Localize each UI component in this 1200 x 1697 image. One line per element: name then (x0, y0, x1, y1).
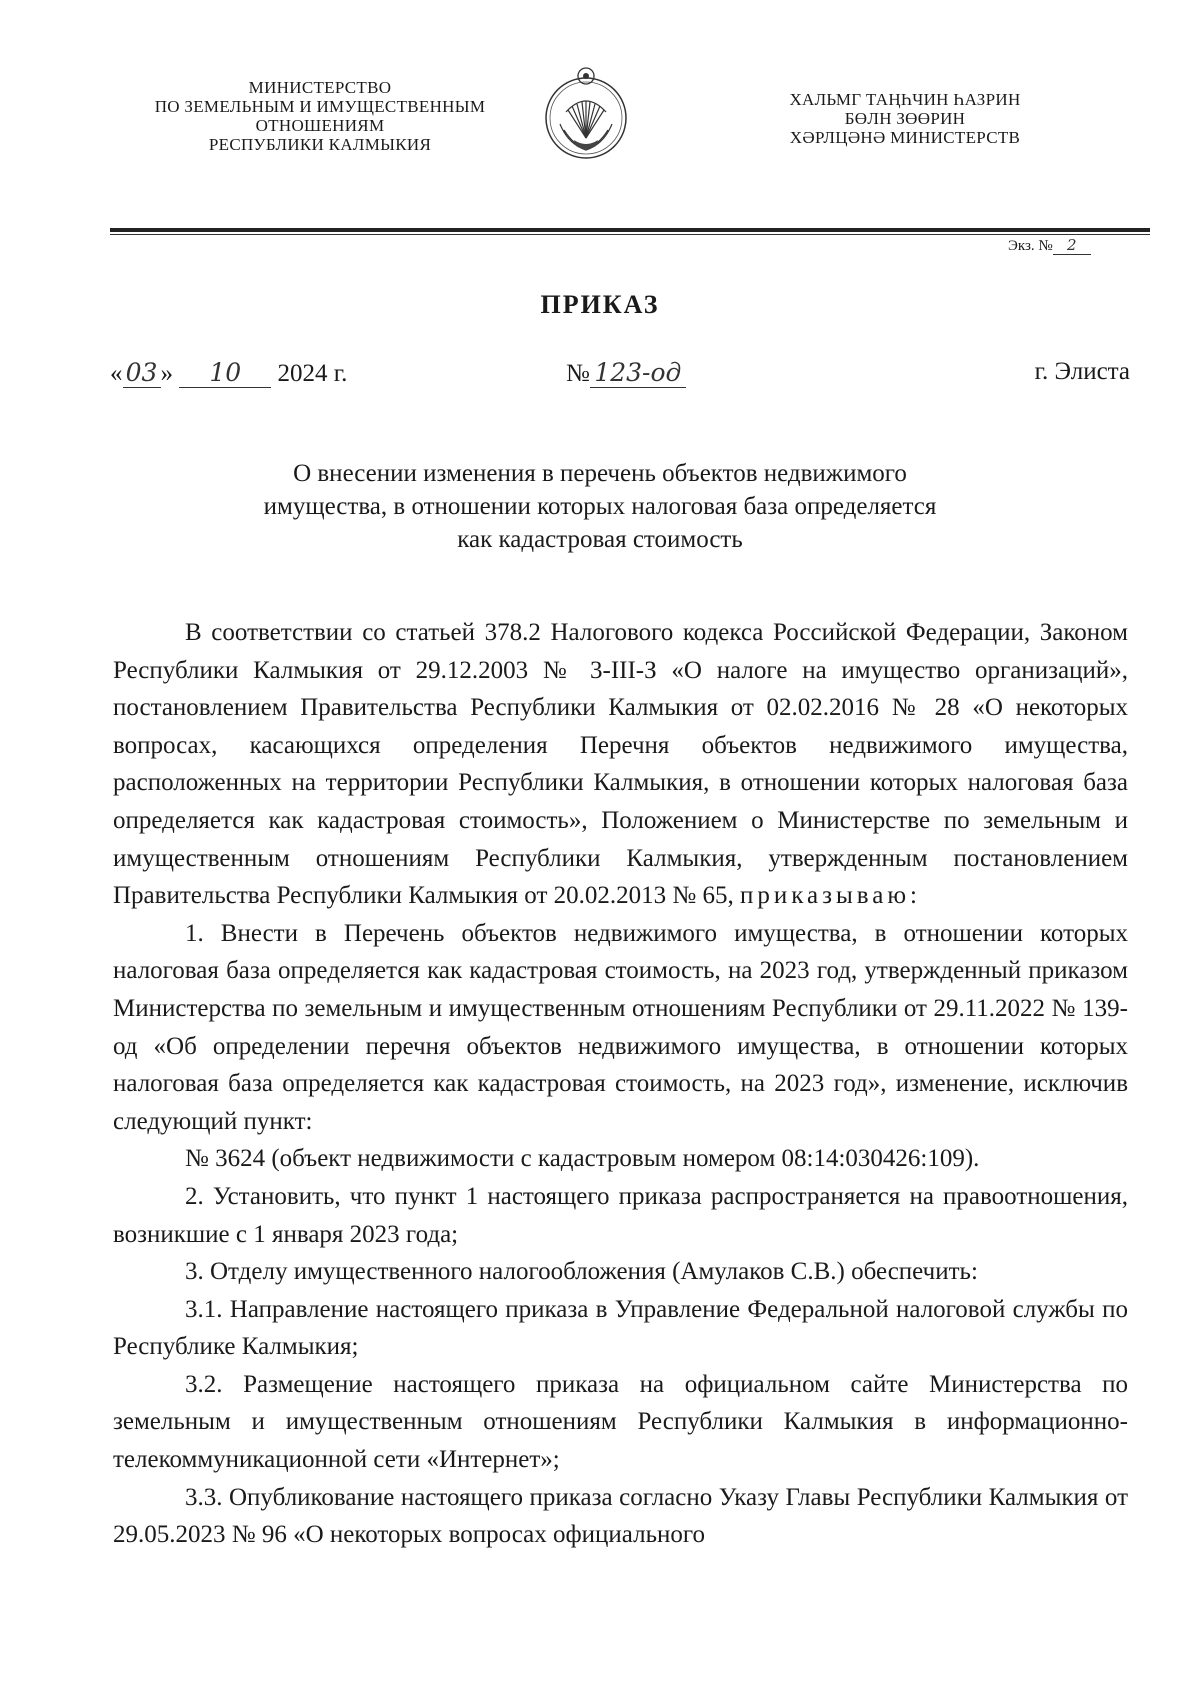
item-3-3-paragraph: 3.3. Опубликование настоящего приказа согласно Указу Главы Республики Калмыкия от 29.05.2023 № 96 «О некоторых вопросах официального (113, 1483, 1128, 1549)
header-divider-thin (110, 234, 1150, 235)
header-right-line: БӨЛН ЗӨӨРИН (844, 109, 966, 128)
order-body (113, 614, 1128, 1554)
header-left-line: ОТНОШЕНИЯМ (255, 116, 385, 135)
document-title: ПРИКАЗ (540, 290, 660, 319)
item-1-paragraph: 1. Внести в Перечень объектов недвижимого имущества, в отношении которых налоговая база определяется как кадастровая стоимость, на 2023 год, утвержденный приказом Министерства по земельным и имущественным отношениям Республики от 29.11.2022 № 139-од «Об определении перечня объектов недвижимого имущества, в отношении которых налоговая база определяется как кадастровая стоимость, на 2023 год», изменение, исключив следующий пункт: (113, 919, 1128, 1135)
order-city: г. Элиста (1034, 358, 1130, 385)
header-left-line: МИНИСТЕРСТВО (248, 78, 392, 97)
item-3-1-paragraph: 3.1. Направление настоящего приказа в Управление Федеральной налоговой службы по Республике Калмыкия; (113, 1295, 1128, 1361)
copy-number-value: 2 (1053, 236, 1091, 255)
header-right-line: ХАЛЬМГ ТАҢҺЧИН ҺАЗРИН (789, 90, 1021, 109)
subject-line: имущества, в отношении которых налоговая база определяется (263, 493, 937, 520)
copy-number (1008, 236, 1091, 255)
date-open-quote: « (110, 360, 123, 387)
kalmykia-coat-of-arms-icon (538, 64, 634, 166)
order-word: приказываю: (739, 882, 921, 910)
item-2-paragraph: 2. Установить, что пункт 1 настоящего приказа распространяется на правоотношения, возникшие с 1 января 2023 года; (113, 1182, 1128, 1248)
copy-number-label: Экз. № (1008, 238, 1053, 254)
preamble-paragraph (113, 614, 1128, 915)
preamble-text: В соответствии со статьей 378.2 Налогового кодекса Российской Федерации, Законом Республики Калмыкия от 29.12.2003 № 3-III-З «О налоге на имущество организаций», постановлением Правительства Республики Калмыкия от 02.02.2016 № 28 «О некоторых вопросах, касающихся определения Перечня объектов недвижимого имущества, расположенных на территории Республики Калмыкия, в отношении которых налоговая база определяется как кадастровая стоимость», Положением о Министерстве по земельным и имущественным отношениям Республики Калмыкия, утвержденным постановлением Правительства Республики Калмыкия от 20.02.2013 № 65, (113, 619, 1128, 910)
header-left-line: РЕСПУБЛИКИ КАЛМЫКИЯ (208, 135, 432, 154)
header-right-line: ХӘРЛЦӘНӘ МИНИСТЕРСТВ (789, 128, 1021, 147)
subject-line: О внесении изменения в перечень объектов недвижимого (293, 460, 907, 487)
header-left-line: ПО ЗЕМЕЛЬНЫМ И ИМУЩЕСТВЕННЫМ (154, 97, 486, 116)
ministry-name-kalmyk (740, 90, 1070, 147)
date-close-quote: » (160, 360, 173, 387)
order-number (566, 358, 686, 388)
order-number-value: 123-од (590, 358, 686, 388)
order-date (110, 358, 347, 388)
order-number-label: № (566, 360, 590, 387)
date-day: 03 (123, 358, 161, 388)
date-year: 2024 г. (277, 360, 348, 387)
date-month: 10 (179, 358, 271, 388)
item-3-paragraph: 3. Отделу имущественного налогообложения (Амулаков С.В.) обеспечить: (185, 1258, 978, 1286)
order-subject (180, 457, 1020, 556)
ministry-name-russian (110, 78, 530, 154)
item-3-2-paragraph: 3.2. Размещение настоящего приказа на официальном сайте Министерства по земельным и имущественным отношениям Республики Калмыкия в информационно-телекоммуникационной сети «Интернет»; (113, 1370, 1128, 1474)
header-divider-thick (110, 228, 1150, 232)
excluded-item-paragraph: № 3624 (объект недвижимости с кадастровым номером 08:14:030426:109). (185, 1145, 980, 1173)
subject-line: как кадастровая стоимость (457, 526, 743, 553)
